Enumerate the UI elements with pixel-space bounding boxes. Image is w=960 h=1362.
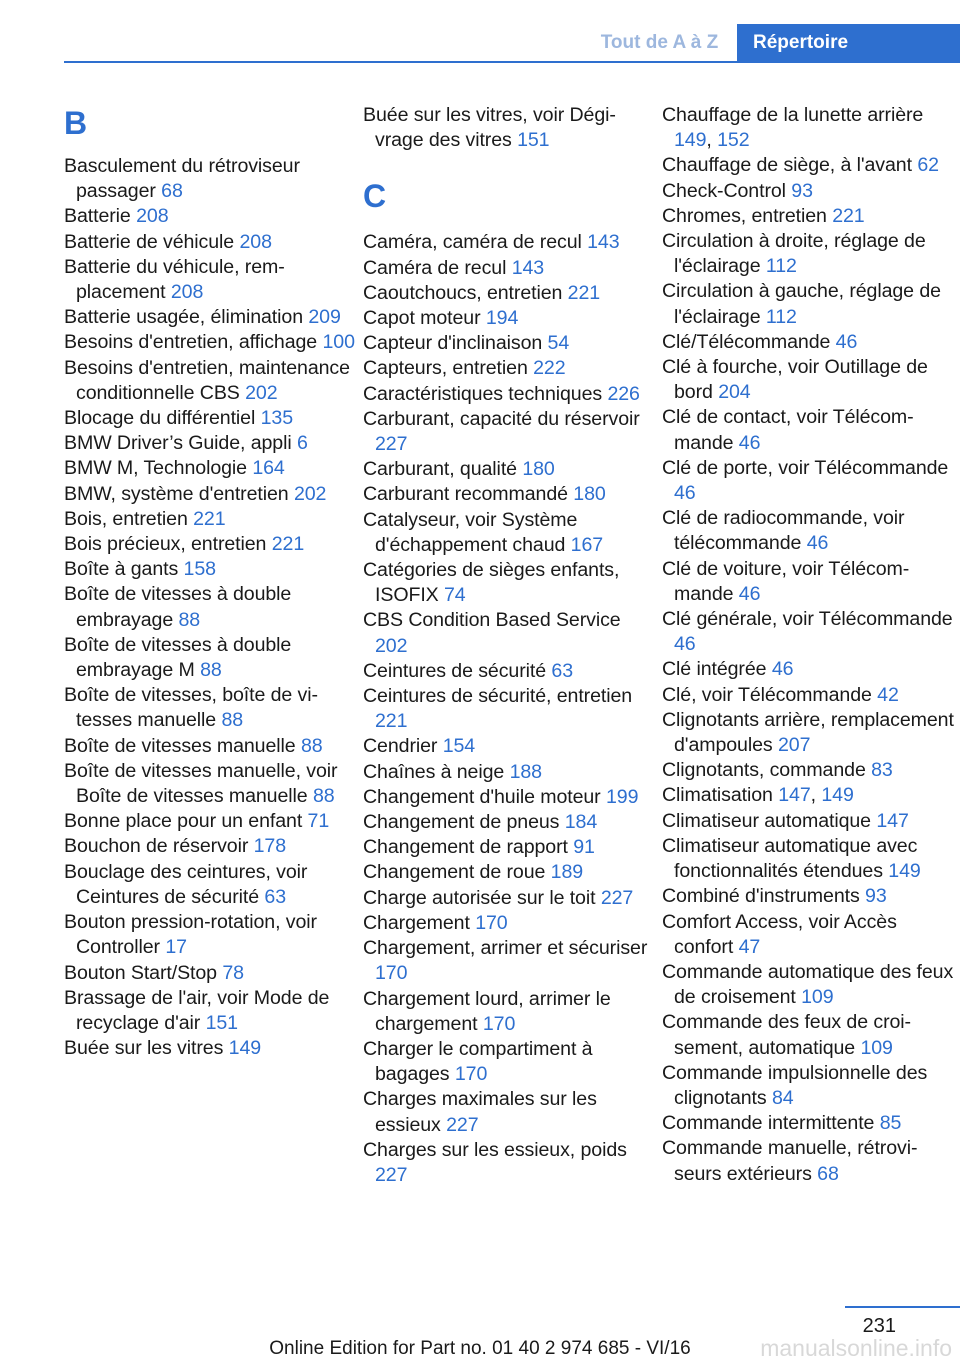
index-entry-text: Chromes, entretien <box>662 204 827 227</box>
index-entry <box>662 809 956 834</box>
index-entry-text: Clignotants, commande <box>662 759 866 782</box>
index-entry <box>363 230 655 255</box>
index-entry <box>64 230 356 255</box>
index-entry <box>662 960 956 1010</box>
page-link[interactable]: 68 <box>161 180 183 203</box>
index-entry <box>662 506 956 556</box>
index-entry <box>662 910 956 960</box>
page-link[interactable]: 158 <box>183 558 216 581</box>
index-entry-text: Bouchon de réservoir <box>64 835 249 858</box>
index-entry-text: Capot moteur <box>363 307 481 330</box>
index-entry <box>662 758 956 783</box>
index-entry <box>64 532 356 557</box>
page-link[interactable]: 209 <box>308 306 341 329</box>
page-link[interactable]: 151 <box>205 1011 238 1034</box>
page-link[interactable]: 170 <box>482 1012 516 1035</box>
index-entry <box>363 810 655 835</box>
page-link[interactable]: 149 <box>888 860 921 883</box>
index-entry <box>64 305 356 330</box>
index-entry <box>363 886 655 911</box>
index-entry <box>363 356 655 381</box>
index-entry-text: CBS Condition Based Service <box>363 609 621 632</box>
index-entry <box>363 911 655 936</box>
index-entry-text: Boîte à gants <box>64 558 179 581</box>
index-entry <box>363 508 655 558</box>
page-header <box>0 24 960 62</box>
index-entry <box>363 281 655 306</box>
index-entry <box>64 633 356 683</box>
index-entry-text: Buée sur les vitres, voir Dégivrage des vitres <box>363 104 616 152</box>
index-entry <box>662 456 956 506</box>
page-link[interactable]: 109 <box>860 1036 893 1059</box>
index-entry-text: Caoutchoucs, entretien <box>363 281 563 304</box>
page-link[interactable]: 221 <box>375 710 408 733</box>
page-link[interactable]: 202 <box>293 482 327 505</box>
page-link[interactable]: 170 <box>375 962 408 985</box>
index-entry-text: Caméra, caméra de recul <box>363 231 582 254</box>
page-link[interactable]: 202 <box>375 634 408 657</box>
index-entry <box>64 431 356 456</box>
page-link[interactable]: 208 <box>239 230 272 253</box>
index-entry-text: Cendrier <box>363 735 438 758</box>
index-entry-text: Carburant, qualité <box>363 458 517 481</box>
index-entry-text: Bouton Start/Stop <box>64 961 217 984</box>
index-entry-text: Clé de voiture, voir Télécommande <box>662 557 910 605</box>
index-entry-text: Climatiseur automatique <box>662 809 871 832</box>
index-entry-text: Clé de porte, voir Télécommande <box>662 456 949 479</box>
page-link[interactable]: 154 <box>442 735 476 758</box>
page-link[interactable]: 227 <box>446 1113 479 1136</box>
index-entry-text: Clé/Télécommande <box>662 330 831 353</box>
index-entry <box>64 482 356 507</box>
page-link[interactable]: 62 <box>917 154 939 177</box>
index-entry-text: Caméra de recul <box>363 256 507 279</box>
index-entry-text: Commande impulsionnelle des clignotants <box>662 1061 928 1109</box>
page-link[interactable]: 204 <box>718 381 751 404</box>
index-entry-text: Boîte de vitesses, boîte de vitesses manuelle <box>64 684 319 732</box>
page-link[interactable]: 227 <box>375 1163 408 1186</box>
index-entry-text: Capteur d'inclinaison <box>363 332 543 355</box>
index-entry <box>64 759 356 809</box>
page-link[interactable]: 227 <box>600 886 634 909</box>
index-entry <box>662 330 956 355</box>
index-entry-text: Besoins d'entretien, affichage <box>64 331 318 354</box>
page-link[interactable]: 109 <box>801 986 834 1009</box>
index-entry <box>363 608 655 658</box>
index-entry <box>662 1111 956 1136</box>
page-link[interactable]: 167 <box>570 533 604 556</box>
page-link[interactable]: 63 <box>264 885 287 908</box>
index-entry <box>64 860 356 910</box>
page-link[interactable]: 149 <box>821 784 854 807</box>
index-entry-text: Changement d'huile moteur <box>363 785 601 808</box>
index-entry <box>363 760 655 785</box>
index-entry <box>662 834 956 884</box>
index-entry-text: Circulation à droite, réglage de l'éclairage <box>662 230 926 278</box>
page-link[interactable]: 93 <box>791 179 813 202</box>
index-entry-text: Catalyseur, voir Système d'échappement chaud <box>363 508 578 556</box>
index-entry-text: Clé de radiocommande, voir télécommande <box>662 507 905 555</box>
index-entry <box>64 356 356 406</box>
index-entry <box>363 734 655 759</box>
page-link[interactable]: 42 <box>877 683 899 706</box>
index-entry <box>363 1037 655 1087</box>
index-entry-text: Chargement lourd, arrimer le chargement <box>363 987 611 1035</box>
section-letter: B <box>64 105 88 141</box>
index-entry <box>64 330 356 355</box>
index-entry <box>662 657 956 682</box>
page-link[interactable]: 147 <box>778 784 811 807</box>
page-link[interactable]: 226 <box>607 382 640 405</box>
page-link[interactable]: 221 <box>832 204 865 227</box>
index-entry-text: Commande intermittente <box>662 1112 875 1135</box>
index-entry-text: Chaînes à neige <box>363 760 505 783</box>
index-entry <box>662 1010 956 1060</box>
index-entry <box>662 279 956 329</box>
index-entry-text: Charges sur les essieux, poids <box>363 1138 627 1161</box>
page-link[interactable]: 184 <box>564 811 598 834</box>
index-entry-text: Commande des feux de croisement, automatique <box>662 1011 912 1059</box>
page-number: 231 <box>862 1315 896 1337</box>
index-entry-text: Carburant, capacité du réservoir <box>363 407 640 430</box>
index-entry <box>64 834 356 859</box>
index-entry-text: Bouclage des ceintures, voir Ceintures de sécurité <box>64 860 308 908</box>
index-entry <box>662 179 956 204</box>
index-entry-text: Climatisation <box>662 784 773 807</box>
index-entry-text: Bouton pression-rotation, voir Controller <box>64 911 317 959</box>
index-entry <box>662 405 956 455</box>
index-entry <box>64 204 356 229</box>
page-link[interactable]: 180 <box>573 483 606 506</box>
index-entry <box>363 407 655 457</box>
page-link[interactable]: 46 <box>771 658 794 681</box>
index-entry-text: Charger le compartiment à bagages <box>363 1037 593 1086</box>
page-link[interactable]: 221 <box>271 533 305 556</box>
page-link[interactable]: 47 <box>738 935 761 958</box>
index-entry-text: Blocage du différentiel <box>64 407 256 430</box>
index-entry-text: Ceintures de sécurité <box>363 659 547 682</box>
index-entry <box>662 355 956 405</box>
page-link[interactable]: 207 <box>777 734 811 757</box>
page-link[interactable]: 178 <box>253 835 287 858</box>
index-entry <box>64 683 356 733</box>
page-link[interactable]: 149 <box>674 129 707 152</box>
index-entry <box>64 406 356 431</box>
index-entry <box>64 154 356 204</box>
index-entry-text: Chauffage de siège, à l'avant <box>662 154 912 177</box>
index-entry-text: Batterie <box>64 205 131 228</box>
index-entry-text: Clé de contact, voir Télécommande <box>662 406 914 454</box>
index-entry <box>64 557 356 582</box>
index-entry-text: Clé à fourche, voir Outillage de bord <box>662 356 928 404</box>
index-entry-text: Clé générale, voir Télécommande <box>662 608 953 631</box>
index-entry-text: Batterie usagée, élimination <box>64 306 304 329</box>
index-entry-text: Ceintures de sécurité, entretien <box>363 685 633 708</box>
index-entry-text: Bonne place pour un enfant <box>64 810 303 833</box>
index-entry-text: Batterie de véhicule <box>64 230 235 253</box>
page-link[interactable]: 227 <box>375 433 408 456</box>
page-link[interactable]: 149 <box>228 1037 262 1060</box>
page-link[interactable]: 83 <box>871 759 893 782</box>
page-link[interactable]: 143 <box>587 231 620 254</box>
page-link[interactable]: 91 <box>573 836 595 859</box>
index-entry <box>64 255 356 305</box>
index-entry-text: Chargement, arrimer et sécuriser <box>363 937 648 960</box>
index-entry <box>363 103 655 153</box>
index-entry-text: BMW, système d'entretien <box>64 482 289 505</box>
index-entry <box>363 659 655 684</box>
index-entry <box>363 1087 655 1137</box>
index-entry <box>662 204 956 229</box>
index-entry-text: Brassage de l'air, voir Mode de recyclage d'air <box>64 986 330 1034</box>
page-link[interactable]: 93 <box>865 885 887 908</box>
page-link[interactable]: 208 <box>136 205 169 228</box>
page-link[interactable]: 202 <box>245 381 278 404</box>
index-column-1 <box>64 103 356 1061</box>
page-link[interactable]: 46 <box>738 431 761 454</box>
index-entry <box>64 734 356 759</box>
index-entry-text: Combiné d'instruments <box>662 885 860 908</box>
index-entry-text: Boîte de vitesses manuelle <box>64 734 296 757</box>
page-link[interactable]: 199 <box>605 785 639 808</box>
page-link[interactable]: 208 <box>170 281 204 304</box>
index-entry-text: Chargement <box>363 911 470 934</box>
index-entry-text: Changement de rapport <box>363 836 568 859</box>
header-divider <box>64 61 960 63</box>
index-entry: Climatisation 147, 149 <box>662 784 854 807</box>
index-entry-text: Caractéristiques techniques <box>363 382 603 405</box>
index-entry-text: Clé, voir Télécommande <box>662 683 872 706</box>
index-entry <box>363 684 655 734</box>
page-link[interactable]: 88 <box>312 785 335 808</box>
index-entry <box>64 986 356 1036</box>
index-entry <box>662 1061 956 1111</box>
index-entry <box>363 382 655 407</box>
page-link[interactable]: 170 <box>475 911 508 934</box>
page-link[interactable]: 71 <box>307 810 330 833</box>
index-entry <box>662 153 956 178</box>
page-link[interactable]: 152 <box>717 129 750 152</box>
index-entry <box>64 507 356 532</box>
edition-text: Online Edition for Part no. 01 40 2 974 685 - VI/16 <box>269 1338 691 1359</box>
page-link[interactable]: 46 <box>674 482 696 505</box>
page-link[interactable]: 151 <box>517 129 550 152</box>
index-entry-text: Catégories de sièges enfants, ISOFIX <box>363 559 620 607</box>
section-letter: C <box>363 178 387 215</box>
index-entry-text: Clé intégrée <box>662 658 767 681</box>
watermark: manualsonline.info <box>760 1335 952 1361</box>
page-link[interactable]: 63 <box>551 659 574 682</box>
page-link[interactable]: 88 <box>300 734 323 757</box>
index-entry-text: Comfort Access, voir Accès confort <box>662 910 897 958</box>
index-entry-text: Carburant recommandé <box>363 483 568 506</box>
header-tab-index[interactable]: Répertoire <box>737 24 960 62</box>
index-entry <box>363 1138 655 1188</box>
index-entry <box>662 607 956 657</box>
index-entry <box>363 558 655 608</box>
index-entry <box>363 785 655 810</box>
index-entry-text: Capteurs, entretien <box>363 357 528 380</box>
index-entry <box>662 683 956 708</box>
page-link[interactable]: 112 <box>765 305 797 328</box>
header-tab-a-to-z[interactable]: Tout de A à Z <box>600 32 719 53</box>
page-link[interactable]: 180 <box>522 458 555 481</box>
index-entry <box>662 1136 956 1186</box>
index-entry-text: Bois précieux, entretien <box>64 533 267 556</box>
index-entry-text: Boîte de vitesses manuelle, voir Boîte de vitesses manuelle <box>64 759 338 808</box>
page-link[interactable]: 189 <box>550 861 584 884</box>
page-link[interactable]: 74 <box>444 584 466 607</box>
index-entry <box>363 987 655 1037</box>
page-link[interactable]: 100 <box>322 331 355 354</box>
page-link[interactable]: 147 <box>876 809 909 832</box>
index-entry <box>363 306 655 331</box>
page-link[interactable]: 78 <box>222 961 244 984</box>
index-entry <box>363 331 655 356</box>
index-entry <box>662 229 956 279</box>
index-entry-text: Boîte de vitesses à double embrayage <box>64 583 292 631</box>
index-entry-text: Charges maximales sur les essieux <box>363 1088 597 1136</box>
index-entry-text: Climatiseur automatique avec fonctionnalités étendues <box>662 834 918 883</box>
page-link[interactable]: 46 <box>806 532 829 555</box>
index-entry: Chauffage de la lunette arrière 149, 152 <box>662 104 924 152</box>
page-link[interactable]: 68 <box>817 1162 839 1185</box>
page-link[interactable]: 164 <box>252 457 285 480</box>
footer-divider <box>845 1306 960 1308</box>
index-entry <box>662 884 956 909</box>
index-entry-text: Charge autorisée sur le toit <box>363 886 596 909</box>
index-column-3 <box>662 103 956 1187</box>
index-entry-text: Clignotants arrière, remplacement d'ampoules <box>662 708 954 757</box>
index-entry-text: Circulation à gauche, réglage de l'éclairage <box>662 280 941 328</box>
index-entry <box>363 860 655 885</box>
index-entry-text: Besoins d'entretien, maintenance conditionnelle CBS <box>64 356 350 404</box>
index-entry <box>363 835 655 860</box>
index-entry <box>64 582 356 632</box>
index-entry-text: Basculement du rétroviseur passager <box>64 155 300 203</box>
page-link[interactable]: 170 <box>454 1063 488 1086</box>
index-entry-text: Commande automatique des feux de croisement <box>662 960 954 1009</box>
index-entry-text: Commande manuelle, rétroviseurs extérieurs <box>662 1137 918 1185</box>
index-entry <box>363 482 655 507</box>
page-link[interactable]: 84 <box>771 1086 794 1109</box>
index-entry <box>662 557 956 607</box>
index-entry-text: BMW M, Technologie <box>64 457 247 480</box>
index-entry-text: Check-Control <box>662 179 786 202</box>
index-entry-text: Buée sur les vitres <box>64 1037 224 1060</box>
index-entry-text: Bois, entretien <box>64 507 188 530</box>
index-entry-text: BMW Driver’s Guide, appli <box>64 432 292 455</box>
page-link[interactable]: 222 <box>533 357 566 380</box>
index-entry <box>64 456 356 481</box>
index-entry <box>363 936 655 986</box>
index-entry <box>662 708 956 758</box>
index-entry-text: Changement de pneus <box>363 811 560 834</box>
page-link[interactable]: 54 <box>547 332 570 355</box>
page-link[interactable]: 88 <box>178 608 201 631</box>
page-link[interactable]: 88 <box>221 709 244 732</box>
index-entry-text: Changement de roue <box>363 861 546 884</box>
page-link[interactable]: 46 <box>835 330 858 353</box>
index-entry-text: Boîte de vitesses à double embrayage M <box>64 633 292 682</box>
index-column-2 <box>363 103 655 1188</box>
page-link[interactable]: 135 <box>260 407 294 430</box>
page-link[interactable]: 85 <box>879 1112 902 1135</box>
index-entry <box>64 961 356 986</box>
page-link[interactable]: 221 <box>567 281 601 304</box>
page-link[interactable]: 6 <box>296 432 308 455</box>
index-entry <box>363 457 655 482</box>
page-link[interactable]: 46 <box>738 582 761 605</box>
index-entry-text: Chauffage de la lunette arrière <box>662 104 924 126</box>
index-entry <box>64 910 356 960</box>
index-entry-text: Batterie du véhicule, remplacement <box>64 255 285 304</box>
page-link[interactable]: 143 <box>511 256 545 279</box>
page-link[interactable]: 88 <box>200 659 222 682</box>
page-link[interactable]: 221 <box>193 507 226 530</box>
index-entry <box>64 1036 356 1061</box>
page-link[interactable]: 17 <box>165 936 187 959</box>
page-link[interactable]: 46 <box>674 633 696 656</box>
index-entry <box>64 809 356 834</box>
page-link[interactable]: 194 <box>485 307 519 330</box>
page-link[interactable]: 188 <box>509 760 542 783</box>
page-link[interactable]: 112 <box>765 255 797 278</box>
index-entry <box>363 256 655 281</box>
